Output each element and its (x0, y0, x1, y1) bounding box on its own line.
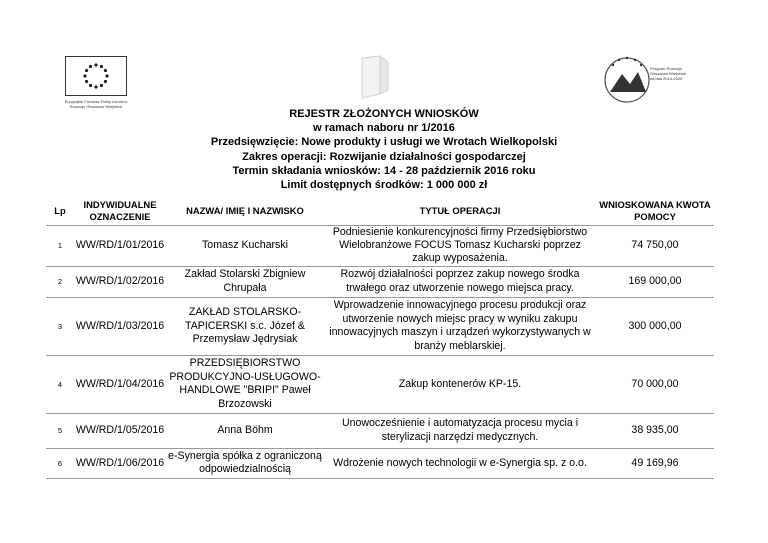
row-name: Zakład Stolarski Zbigniew Chrupała (184, 268, 306, 294)
table-row (46, 225, 714, 266)
row-name: PRZEDSIĘBIORSTWO PRODUKCYJNO-USŁUGOWO-HANDLOWE "BRIPI" Paweł Brzozowski (169, 357, 321, 410)
table-row (46, 266, 714, 297)
register-title: REJESTR ZŁOŻONYCH WNIOSKÓW (289, 108, 479, 120)
eu-caption: Europejski Fundusz Rolny na rzecz Rozwoju Obszarów Wiejskich (64, 99, 128, 109)
table-row (46, 355, 714, 413)
leader-logo (356, 54, 392, 100)
operation-scope: Zakres operacji: Rozwijanie działalności gospodarczej (242, 150, 526, 163)
row-title: Zakup kontenerów KP-15. (398, 377, 522, 390)
row-lp: 5 (57, 426, 63, 436)
table-row (46, 413, 714, 448)
row-amount: 169 000,00 (628, 275, 682, 288)
row-name: Anna Böhm (217, 424, 273, 437)
col-title-header: TYTUŁ OPERACJI (419, 205, 501, 217)
row-lp: 3 (57, 321, 63, 331)
table-row (46, 297, 714, 355)
row-id: WW/RD/1/01/2016 (75, 238, 165, 251)
col-name-header: NAZWA/ IMIĘ I NAZWISKO (186, 205, 304, 217)
col-id-header: INDYWIDUALNE OZNACZENIE (83, 199, 157, 223)
row-amount: 38 935,00 (631, 424, 679, 437)
row-amount: 74 750,00 (631, 238, 679, 251)
row-id: WW/RD/1/06/2016 (75, 456, 165, 469)
register-header (0, 107, 768, 192)
row-name: e-Synergia spółka z ograniczoną odpowiedzialnością (168, 449, 322, 476)
row-id: WW/RD/1/04/2016 (75, 377, 165, 390)
project-name: Przedsięwzięcie: Nowe produkty i usługi we Wrotach Wielkopolski (210, 136, 558, 149)
row-amount: 300 000,00 (628, 319, 682, 332)
row-lp: 4 (57, 379, 63, 389)
row-amount: 49 169,96 (631, 456, 679, 469)
row-title: Rozwój działalności poprzez zakup nowego środka trwałego oraz utworzenie nowego miejsca pracy. (340, 268, 580, 294)
call-number: w ramach naboru nr 1/2016 (313, 122, 455, 135)
eu-flag-icon (65, 56, 127, 96)
row-id: WW/RD/1/05/2016 (75, 424, 165, 437)
row-lp: 2 (57, 277, 63, 287)
row-name: Tomasz Kucharski (202, 238, 288, 251)
row-id: WW/RD/1/02/2016 (75, 275, 165, 288)
row-title: Wdrożenie nowych technologii w e-Synergia sp. z o.o. (333, 456, 587, 469)
row-lp: 6 (57, 458, 63, 468)
applications-table (46, 198, 714, 479)
row-title: Unowocześnienie i automatyzacja procesu mycia i sterylizacji narzędzi medycznych. (341, 417, 579, 443)
row-id: WW/RD/1/03/2016 (75, 319, 165, 332)
col-lp-header: Lp (54, 205, 66, 217)
prow-caption: Program Rozwoju Obszarów Wiejskich na lata 2014-2020 (650, 66, 687, 81)
table-row (46, 448, 714, 478)
row-title: Wprowadzenie innowacyjnego procesu produkcji oraz utworzenie nowych miejsc pracy w wyniku zakupu innowacyjnych maszyn i urządzeń wykorzystywanych w branży meblarskiej. (329, 299, 591, 352)
row-lp: 1 (57, 240, 63, 250)
funds-limit: Limit dostępnych środków: 1 000 000 zł (280, 179, 488, 192)
submission-dates: Termin składania wniosków: 14 - 28 październik 2016 roku (232, 164, 536, 177)
row-title: Podniesienie konkurencyjności firmy Przedsiębiorstwo Wielobranżowe FOCUS Tomasz Kucharski poprzez zakup wyposażenia. (332, 225, 588, 265)
row-amount: 70 000,00 (631, 377, 679, 390)
row-name: ZAKŁAD STOLARSKO-TAPICERSKI s.c. Józef & Przemysław Jędrysiak (185, 306, 305, 345)
table-header-row (46, 198, 714, 225)
col-amount-header: WNIOSKOWANA KWOTA POMOCY (599, 199, 711, 223)
